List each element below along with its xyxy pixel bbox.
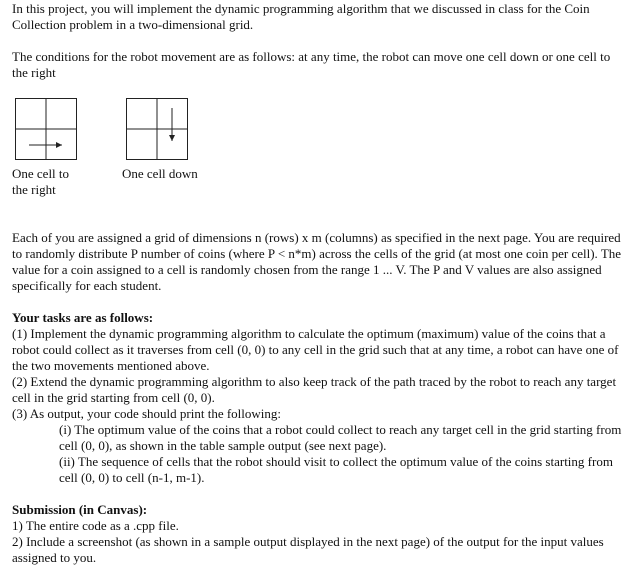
tasks-section — [12, 310, 622, 486]
submission-item: 1) The entire code as a .cpp file. — [12, 518, 179, 533]
document-page — [12, 1, 622, 566]
submission-item: 2) Include a screenshot (as shown in a sample output displayed in the next page) of the output for the input values assigned to you. — [12, 534, 604, 565]
movement-figures — [12, 98, 622, 216]
grid-figure-right — [15, 98, 77, 160]
caption-down: One cell down — [122, 166, 198, 181]
conditions-paragraph: The conditions for the robot movement are as follows: at any time, the robot can move one cell down or one cell to the right — [12, 49, 611, 80]
task-subitem: (ii) The sequence of cells that the robot should visit to collect the optimum value of the coins starting from cell (0, 0) to cell (n-1, m-1). — [59, 454, 613, 485]
submission-section — [12, 502, 622, 566]
task-item: (2) Extend the dynamic programming algorithm to also keep track of the path traced by the robot to reach any target cell in the grid starting from cell (0, 0). — [12, 374, 617, 405]
arrow-down-icon — [126, 98, 188, 160]
intro-paragraph: In this project, you will implement the dynamic programming algorithm that we discussed in class for the Coin Collection problem in a two-dimensional grid. — [12, 1, 590, 32]
task-subitem: (i) The optimum value of the coins that a robot could collect to reach any target cell in the grid starting from cell (0, 0), as shown in the table sample output (see next page). — [59, 422, 622, 453]
task-item: (3) As output, your code should print the following: — [12, 406, 282, 421]
grid-figure-down — [126, 98, 188, 160]
tasks-title: Your tasks are as follows: — [12, 310, 154, 325]
task-item: (1) Implement the dynamic programming algorithm to calculate the optimum (maximum) value of the coins that a robot could collect as it traverses from cell (0, 0) to any cell in the grid such that at any time, a robot can have one of the two movements mentioned above. — [12, 326, 619, 373]
submission-title: Submission (in Canvas): — [12, 502, 148, 517]
caption-right: One cell to the right — [12, 166, 70, 197]
assignment-paragraph: Each of you are assigned a grid of dimensions n (rows) x m (columns) as specified in the next page. You are required to randomly distribute P number of coins (where P < n*m) across the cells of the grid (at most one coin per cell). The value for a coin assigned to a cell is randomly chosen from the range 1 ... V. The P and V values are also assigned specifically for each student. — [12, 230, 622, 293]
arrow-right-icon — [15, 98, 77, 160]
